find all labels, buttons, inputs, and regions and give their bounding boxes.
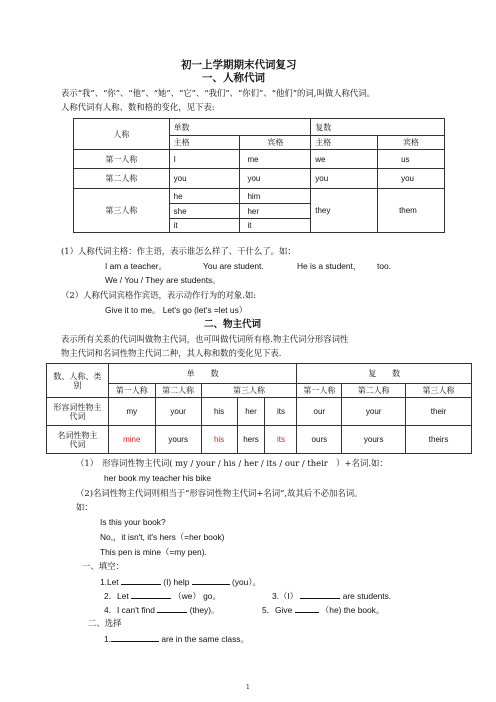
exercise-text: 3.（I） [272, 591, 299, 601]
table-row [74, 169, 445, 189]
paragraph: 如： [76, 502, 93, 512]
exercise-text: 1. [104, 634, 111, 644]
exercise-heading-fill: 一、填空： [82, 561, 124, 571]
answer-blank[interactable] [157, 604, 187, 613]
paragraph: （2)名词性物主代词则相当于“形容词性物主代词+名词”,故其后不必加名词。 [76, 488, 363, 498]
header-subjective: 主格 [169, 136, 240, 150]
header-corner-line2: 别 [73, 380, 82, 390]
page-number: 1 [246, 684, 250, 691]
row-label: 第一人称 [74, 150, 170, 169]
table-cell: us [378, 150, 445, 169]
header-second-person: 第二人称 [155, 384, 201, 398]
exercise-text: 1.Let [100, 577, 119, 587]
example-text: This pen is mine（=my pen). [100, 547, 207, 557]
table-cell: ours [297, 426, 342, 454]
table-row [74, 150, 445, 169]
paragraph: (1）人称代词主格：作主语，表示谁怎么样了、干什么了。如： [61, 246, 296, 256]
exercise-text: (you）。 [232, 577, 261, 587]
table-cell: them [378, 189, 445, 233]
table-row [74, 189, 445, 204]
table-cell: we [311, 150, 378, 169]
header-third-person: 第三人称 [201, 384, 297, 398]
header-corner [47, 364, 109, 398]
table-cell: its [265, 398, 297, 426]
answer-blank[interactable] [121, 576, 161, 585]
exercise-item [262, 604, 384, 615]
header-first-person: 第一人称 [297, 384, 342, 398]
header-second-person: 第二人称 [342, 384, 406, 398]
header-third-person: 第三人称 [406, 384, 472, 398]
paragraph: （2）人称代词宾格作宾语，表示动作行为的对象.如: [61, 290, 257, 300]
table-cell-highlight: mine [108, 426, 155, 454]
row-label [47, 426, 109, 454]
table-cell: their [406, 398, 472, 426]
table-cell: him [240, 189, 311, 204]
table-cell-highlight: his [201, 426, 237, 454]
header-plural: 复 数 [297, 364, 472, 384]
table-cell: you [169, 169, 240, 189]
example-text: I am a teacher。 [105, 261, 167, 271]
paragraph: 物主代词和名词性物主代词二种，其人称和数的变化见下表. [61, 348, 282, 358]
table-cell: she [169, 204, 240, 219]
row-label-line1: 名词性物主 [57, 430, 98, 440]
header-singular: 单数 [169, 119, 311, 136]
paragraph: 表示所有关系的代词叫做物主代词，也可叫做代词所有格.物主代词分形容词性 [61, 334, 349, 344]
answer-blank[interactable] [295, 604, 319, 613]
row-label: 第二人称 [74, 169, 170, 189]
exercise-item [104, 633, 249, 644]
exercise-text: （we） go。 [173, 591, 221, 601]
table-cell: it [240, 219, 311, 233]
table-cell: yours [342, 426, 406, 454]
answer-blank[interactable] [192, 576, 230, 585]
exercise-item [104, 590, 221, 601]
exercise-item [272, 590, 391, 601]
header-corner-line1: 数、人称、类 [53, 371, 102, 381]
example-text: No,，it isn't, it's hers（=her book) [100, 532, 225, 542]
header-objective: 宾格 [240, 136, 311, 150]
example-text: He is a student， [297, 261, 362, 271]
section-heading-personal-pronouns: 一、人称代词 [202, 72, 265, 84]
exercise-text: （he) the book。 [320, 605, 385, 615]
table-cell: your [155, 398, 201, 426]
table-row [47, 426, 472, 454]
personal-pronoun-table [73, 118, 445, 233]
table-row [47, 398, 472, 426]
header-objective: 宾格 [378, 136, 445, 150]
header-subjective: 主格 [311, 136, 378, 150]
example-text: too. [377, 261, 391, 271]
row-label [47, 398, 109, 426]
table-cell: you [311, 169, 378, 189]
header-singular: 单 数 [108, 364, 297, 384]
example-text: her book my teacher his bike [104, 473, 212, 483]
possessive-pronoun-table [46, 363, 472, 454]
row-label-line2: 代词 [69, 411, 86, 421]
header-first-person: 第一人称 [108, 384, 155, 398]
example-text: You are student. [203, 261, 264, 271]
table-cell: hers [237, 426, 265, 454]
header-person: 人称 [74, 119, 170, 150]
section-heading-possessive-pronouns: 二、物主代词 [204, 319, 262, 330]
table-cell: you [378, 169, 445, 189]
table-cell: her [240, 204, 311, 219]
exercise-text: 2．Let [104, 591, 129, 601]
table-cell-highlight: its [265, 426, 297, 454]
paragraph: 表示“我”、“你”、“他”、“她”、“它”、“我们”、“你们”、“他们”的词,叫做人称代词。 [61, 88, 376, 98]
exercise-heading-choice: 二、选择 [88, 618, 122, 628]
exercise-text: are students. [342, 591, 392, 601]
exercise-text: 4．I can't find [104, 605, 155, 615]
exercise-item [104, 604, 219, 615]
row-label: 第三人称 [74, 189, 170, 233]
table-cell: my [108, 398, 155, 426]
table-cell: you [240, 169, 311, 189]
table-cell: theirs [406, 426, 472, 454]
answer-blank[interactable] [300, 590, 340, 599]
example-text: Is this your book? [100, 517, 166, 527]
table-cell: your [342, 398, 406, 426]
paragraph: （1） 形容词性物主代词( my / your / his / her / its / our / their ）+名词.如： [76, 458, 388, 468]
table-cell: his [201, 398, 237, 426]
header-plural: 复数 [311, 119, 445, 136]
exercise-text: 5．Give [262, 605, 293, 615]
answer-blank[interactable] [111, 633, 159, 642]
example-text: We / You / They are students。 [105, 275, 221, 285]
row-label-line1: 形容词性物主 [53, 402, 102, 412]
table-cell: her [237, 398, 265, 426]
exercise-item [100, 576, 261, 587]
example-text: Give it to me。 Let's go (let's =let us） [105, 305, 248, 315]
table-cell: I [169, 150, 240, 169]
exercise-text: are in the same class。 [161, 634, 249, 644]
exercise-text: (they)。 [189, 605, 220, 615]
paragraph: 人称代词有人称、数和格的变化，见下表: [61, 102, 215, 112]
table-cell: me [240, 150, 311, 169]
exercise-text: (I) help [163, 577, 190, 587]
table-cell: it [169, 219, 240, 233]
table-cell: they [311, 189, 378, 233]
table-cell: he [169, 189, 240, 204]
document-title: 初一上学期期末代词复习 [181, 59, 297, 71]
table-cell: our [297, 398, 342, 426]
answer-blank[interactable] [131, 590, 171, 599]
row-label-line2: 代词 [69, 439, 86, 449]
table-cell: yours [155, 426, 201, 454]
